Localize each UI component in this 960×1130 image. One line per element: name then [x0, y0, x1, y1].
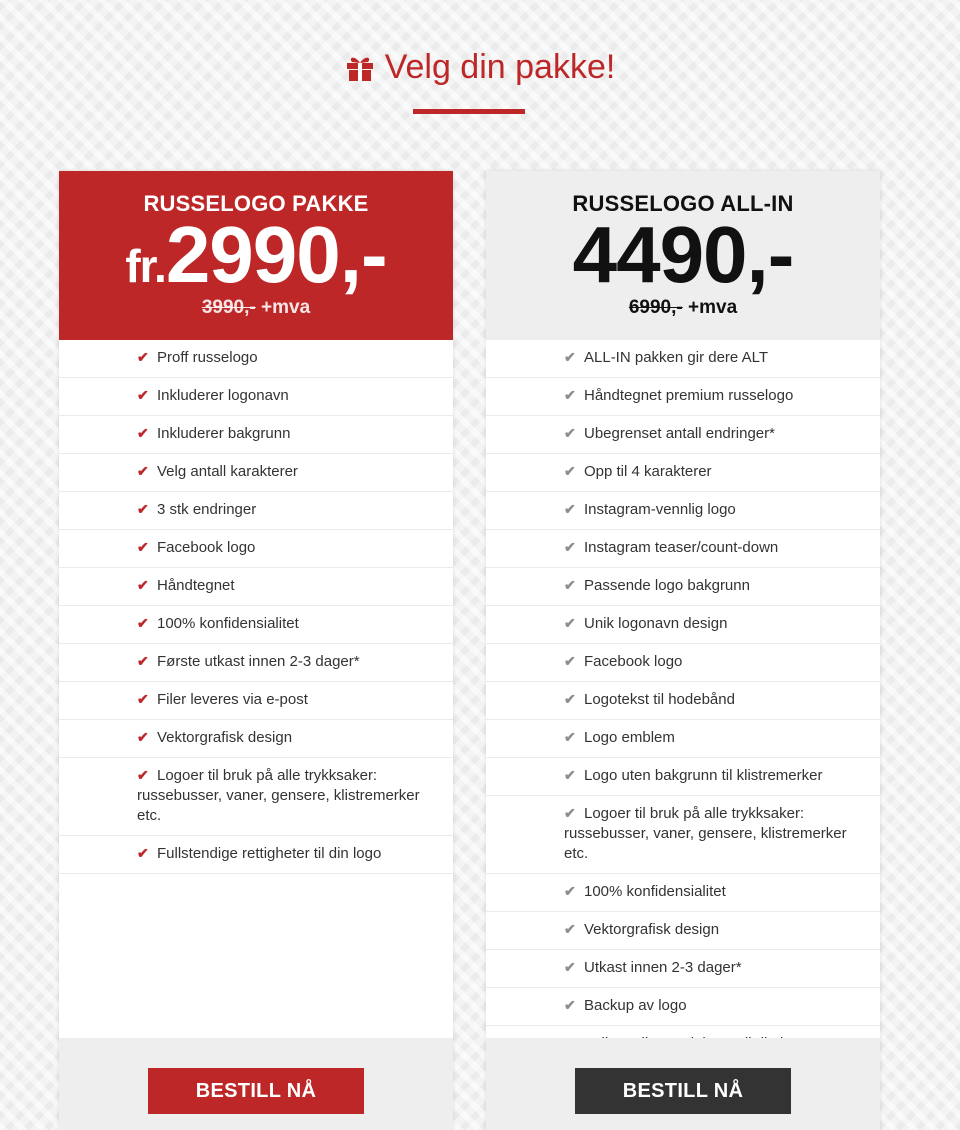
vat-label: +mva [255, 297, 311, 318]
check-icon: ✔ [564, 997, 576, 1013]
old-price: 6990,- [628, 297, 683, 318]
check-icon: ✔ [137, 729, 149, 745]
feature-text: Facebook logo [584, 653, 683, 670]
check-icon: ✔ [564, 425, 576, 441]
feature-list [59, 340, 453, 874]
feature-item [486, 988, 880, 1026]
check-icon: ✔ [564, 883, 576, 899]
check-icon: ✔ [137, 501, 149, 517]
feature-item [59, 454, 453, 492]
feature-text: Opp til 4 karakterer [584, 463, 712, 480]
feature-item [486, 492, 880, 530]
feature-item [486, 416, 880, 454]
card-footer [486, 1038, 880, 1130]
feature-item [486, 378, 880, 416]
feature-text: Unik logonavn design [584, 615, 728, 632]
feature-item [59, 836, 453, 874]
check-icon: ✔ [137, 845, 149, 861]
check-icon: ✔ [137, 349, 149, 365]
feature-text: Fullstendige rettigheter til din logo [157, 845, 382, 862]
price-prefix: fr. [125, 240, 166, 292]
feature-item [486, 796, 880, 874]
feature-item [59, 340, 453, 378]
check-icon: ✔ [564, 615, 576, 631]
feature-text: 100% konfidensialitet [584, 883, 726, 900]
feature-text: Utkast innen 2-3 dager* [584, 959, 742, 976]
plan-name: RUSSELOGO PAKKE [143, 191, 369, 216]
feature-text: Inkluderer bakgrunn [157, 425, 291, 442]
feature-text: Velg antall karakterer [157, 463, 298, 480]
feature-list [486, 340, 880, 1064]
check-icon: ✔ [564, 767, 576, 783]
check-icon: ✔ [564, 729, 576, 745]
feature-item [59, 530, 453, 568]
check-icon: ✔ [564, 539, 576, 555]
feature-item [486, 950, 880, 988]
feature-text: Logo uten bakgrunn til klistremerker [584, 767, 823, 784]
check-icon: ✔ [564, 921, 576, 937]
feature-text: Logoer til bruk på alle trykksaker: russebusser, vaner, gensere, klistremerker etc. [137, 767, 420, 824]
feature-text: Proff russelogo [157, 349, 258, 366]
feature-item [59, 416, 453, 454]
feature-text: Instagram teaser/count-down [584, 539, 779, 556]
page-title-text: Velg din pakke! [384, 48, 616, 86]
plan-name: RUSSELOGO ALL-IN [572, 191, 794, 216]
feature-text: Første utkast innen 2-3 dager* [157, 653, 360, 670]
vat-label: +mva [682, 297, 738, 318]
feature-text: Facebook logo [157, 539, 256, 556]
feature-item [486, 606, 880, 644]
feature-text: Håndtegnet premium russelogo [584, 387, 794, 404]
price: 2990,- [165, 210, 387, 299]
feature-text: 3 stk endringer [157, 501, 257, 518]
feature-item [59, 568, 453, 606]
feature-item [59, 378, 453, 416]
feature-text: Logo emblem [584, 729, 675, 746]
check-icon: ✔ [137, 425, 149, 441]
feature-text: Instagram-vennlig logo [584, 501, 736, 518]
pricing-card-all-in [486, 171, 880, 1130]
feature-text: Vektorgrafisk design [157, 729, 293, 746]
price-row [59, 210, 453, 299]
check-icon: ✔ [564, 463, 576, 479]
feature-item [486, 874, 880, 912]
check-icon: ✔ [564, 387, 576, 403]
feature-text: Vektorgrafisk design [584, 921, 720, 938]
check-icon: ✔ [564, 959, 576, 975]
feature-text: Logoer til bruk på alle trykksaker: russebusser, vaner, gensere, klistremerker etc. [564, 805, 847, 862]
check-icon: ✔ [137, 653, 149, 669]
feature-text: Håndtegnet [157, 577, 235, 594]
check-icon: ✔ [137, 577, 149, 593]
feature-item [59, 720, 453, 758]
price-row [486, 210, 880, 299]
gift-icon [345, 53, 375, 83]
check-icon: ✔ [137, 767, 149, 783]
page-header [0, 48, 960, 88]
feature-item [486, 568, 880, 606]
order-button[interactable]: BESTILL NÅ [148, 1068, 364, 1114]
feature-text: Filer leveres via e-post [157, 691, 308, 708]
feature-item [486, 720, 880, 758]
title-underline [413, 109, 525, 114]
old-price-row [486, 297, 880, 319]
check-icon: ✔ [137, 615, 149, 631]
old-price: 3990,- [201, 297, 256, 318]
feature-text: 100% konfidensialitet [157, 615, 299, 632]
feature-text: Passende logo bakgrunn [584, 577, 750, 594]
card-footer [59, 1038, 453, 1130]
feature-text: Ubegrenset antall endringer* [584, 425, 775, 442]
feature-text: ALL-IN pakken gir dere ALT [584, 349, 768, 366]
check-icon: ✔ [564, 349, 576, 365]
feature-item [59, 644, 453, 682]
price: 4490,- [572, 210, 794, 299]
old-price-row [59, 297, 453, 319]
feature-text: Backup av logo [584, 997, 687, 1014]
card-header [486, 171, 880, 340]
feature-item [59, 492, 453, 530]
check-icon: ✔ [137, 387, 149, 403]
check-icon: ✔ [564, 577, 576, 593]
check-icon: ✔ [137, 539, 149, 555]
feature-item [486, 644, 880, 682]
card-header [59, 171, 453, 340]
feature-item [486, 758, 880, 796]
feature-item [59, 606, 453, 644]
check-icon: ✔ [564, 653, 576, 669]
feature-text: Inkluderer logonavn [157, 387, 289, 404]
feature-item [59, 758, 453, 836]
feature-item [486, 454, 880, 492]
check-icon: ✔ [137, 463, 149, 479]
feature-item [486, 912, 880, 950]
order-button[interactable]: BESTILL NÅ [575, 1068, 791, 1114]
check-icon: ✔ [564, 691, 576, 707]
feature-item [486, 530, 880, 568]
feature-item [486, 682, 880, 720]
check-icon: ✔ [137, 691, 149, 707]
feature-text: Logotekst til hodebånd [584, 691, 735, 708]
feature-item [59, 682, 453, 720]
page-title [345, 48, 616, 87]
check-icon: ✔ [564, 805, 576, 821]
pricing-card-pakke [59, 171, 453, 1130]
check-icon: ✔ [564, 501, 576, 517]
feature-item [486, 340, 880, 378]
